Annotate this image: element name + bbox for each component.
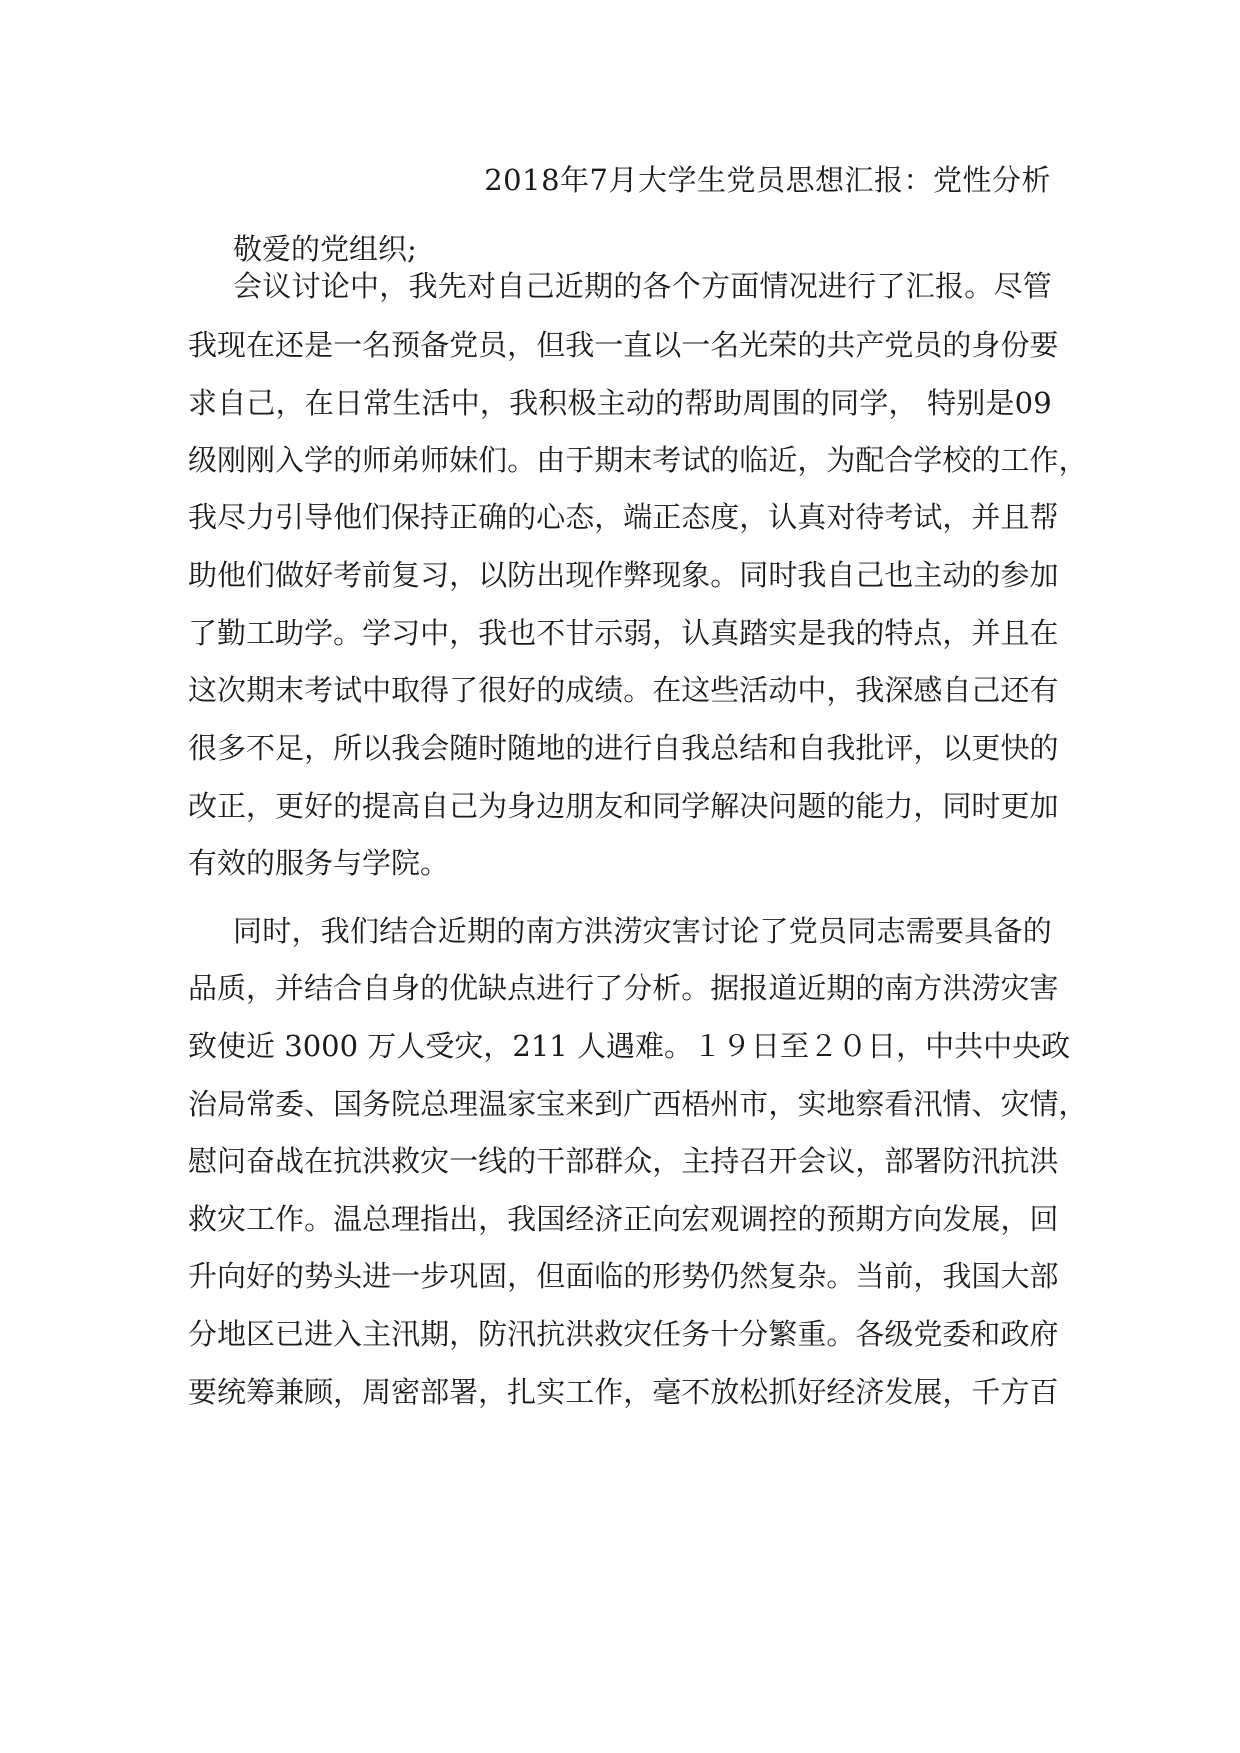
body-line: 品 质 ， 并 结 合 自 身 的 优 缺 点 进 行 了 分 析 。 据 报 道 近 期 的 南 方 洪 涝 灾 害 xyxy=(188,971,1059,1005)
body-line: 会 议 讨 论 中 ， 我 先 对 自 己 近 期 的 各 个 方 面 情 况 进 行 了 汇 报 。 尽 管 xyxy=(233,269,1052,303)
body-line: 很 多 不 足 ， 所 以 我 会 随 时 随 地 的 进 行 自 我 总 结 和 自 我 批 评 ， 以 更 快 的 xyxy=(188,731,1059,765)
body-line: 助 他 们 做 好 考 前 复 习 ， 以 防 出 现 作 弊 现 象 。 同 时 我 自 己 也 主 动 的 参 加 xyxy=(188,558,1059,592)
body-line: 救 灾 工 作 。 温 总 理 指 出 ， 我 国 经 济 正 向 宏 观 调 控 的 预 期 方 向 发 展 ， 回 xyxy=(188,1202,1059,1236)
body-line: 同 时 ， 我 们 结 合 近 期 的 南 方 洪 涝 灾 害 讨 论 了 党 员 同 志 需 要 具 备 的 xyxy=(233,914,1052,948)
body-line: 改 正 ， 更 好 的 提 高 自 己 为 身 边 朋 友 和 同 学 解 决 问 题 的 能 力 ， 同 时 更 加 xyxy=(188,789,1059,823)
body-line: 这 次 期 末 考 试 中 取 得 了 很 好 的 成 绩 。 在 这 些 活 动 中 ， 我 深 感 自 己 还 有 xyxy=(188,673,1059,707)
document-title: 2018年7月大学生党员思想汇报：党性分析 xyxy=(484,163,1051,197)
body-line: 了 勤 工 助 学 。 学 习 中 ， 我 也 不 甘 示 弱 ， 认 真 踏 实 是 我 的 特 点 ， 并 且 在 xyxy=(188,616,1059,650)
salutation: 敬爱的党组织; xyxy=(233,232,417,266)
body-line: 级 刚 刚 入 学 的 师 弟 师 妹 们 。 由 于 期 末 考 试 的 临 近 ， 为 配 合 学 校 的 工 作 ， xyxy=(188,443,1088,477)
body-line: 我 现 在 还 是 一 名 预 备 党 员 ， 但 我 一 直 以 一 名 光 荣 的 共 产 党 员 的 身 份 要 xyxy=(188,328,1059,362)
body-line: 慰 问 奋 战 在 抗 洪 救 灾 一 线 的 干 部 群 众 ， 主 持 召 开 会 议 ， 部 署 防 汛 抗 洪 xyxy=(188,1144,1059,1178)
body-line: 有效的服务与学院。 xyxy=(188,846,450,880)
body-line: 求 自 己 ， 在 日 常 生 活 中 ， 我 积 极 主 动 的 帮 助 周 围 的 同 学 ， 特 别 是 0 9 xyxy=(188,386,1052,420)
body-line: 分 地 区 已 进 入 主 汛 期 ， 防 汛 抗 洪 救 灾 任 务 十 分 繁 重 。 各 级 党 委 和 政 府 xyxy=(188,1317,1059,1351)
body-line: 治 局 常 委 、 国 务 院 总 理 温 家 宝 来 到 广 西 梧 州 市 ， 实 地 察 看 汛 情 、 灾 情 ， xyxy=(188,1087,1088,1121)
body-line: 要 统 筹 兼 顾 ， 周 密 部 署 ， 扎 实 工 作 ， 毫 不 放 松 抓 好 经 济 发 展 ， 千 方 百 xyxy=(188,1375,1059,1409)
body-line: 致 使 近 3 0 0 0 万 人 受 灾 ， 2 1 1 人 遇 难 。 １ ９ 日 至 ２ ０ 日 ， 中 共 中 央 政 xyxy=(188,1029,1071,1063)
body-line: 我 尽 力 引 导 他 们 保 持 正 确 的 心 态 ， 端 正 态 度 ， 认 真 对 待 考 试 ， 并 且 帮 xyxy=(188,500,1059,534)
body-line: 升 向 好 的 势 头 进 一 步 巩 固 ， 但 面 临 的 形 势 仍 然 复 杂 。 当 前 ， 我 国 大 部 xyxy=(188,1259,1059,1293)
